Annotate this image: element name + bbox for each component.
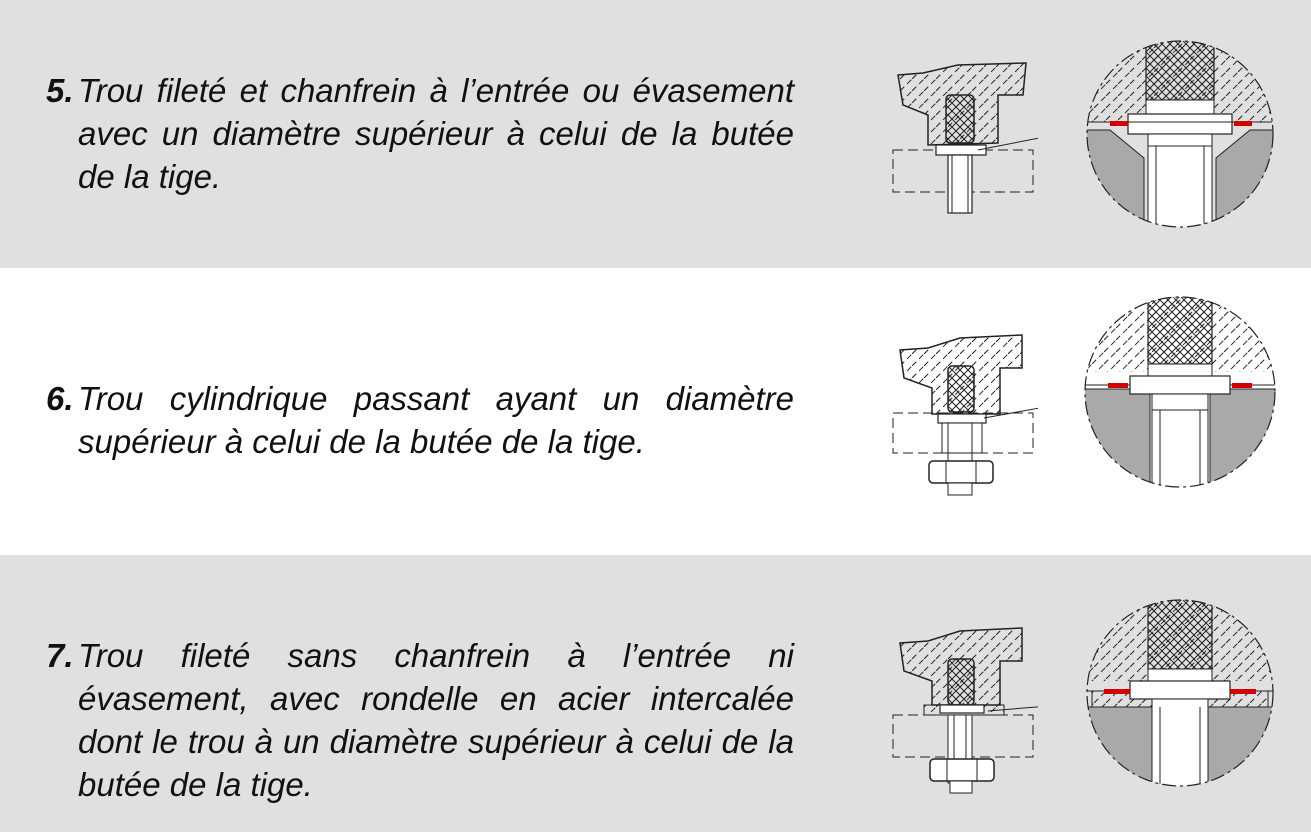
item-number: 7. bbox=[46, 637, 74, 674]
detail-view-through-hole bbox=[1080, 292, 1280, 492]
detail-view-washer bbox=[1082, 595, 1278, 791]
assembly-drawing-through-hole bbox=[888, 330, 1038, 510]
item-row-7 bbox=[0, 555, 1311, 832]
item-text-block bbox=[46, 634, 794, 806]
detail-view-threaded-chamfer bbox=[1082, 36, 1278, 232]
item-description: Trou fileté et chanfrein à l’entrée ou évasement avec un diamètre supérieur à celui de la butée de la tige. bbox=[78, 72, 794, 195]
item-row-5 bbox=[0, 0, 1311, 268]
item-text-block bbox=[46, 377, 794, 463]
assembly-drawing-threaded-chamfer bbox=[888, 55, 1038, 225]
item-description: Trou fileté sans chanfrein à l’entrée ni évasement, avec rondelle en acier intercalée dont le trou à un diamètre supérieur à celui de la butée de la tige. bbox=[78, 637, 794, 803]
item-number: 6. bbox=[46, 380, 74, 417]
item-text-block bbox=[46, 69, 794, 198]
assembly-drawing-washer bbox=[888, 623, 1038, 803]
item-number: 5. bbox=[46, 72, 74, 109]
item-row-6 bbox=[0, 268, 1311, 555]
item-description: Trou cylindrique passant ayant un diamètre supérieur à celui de la butée de la tige. bbox=[78, 380, 794, 460]
